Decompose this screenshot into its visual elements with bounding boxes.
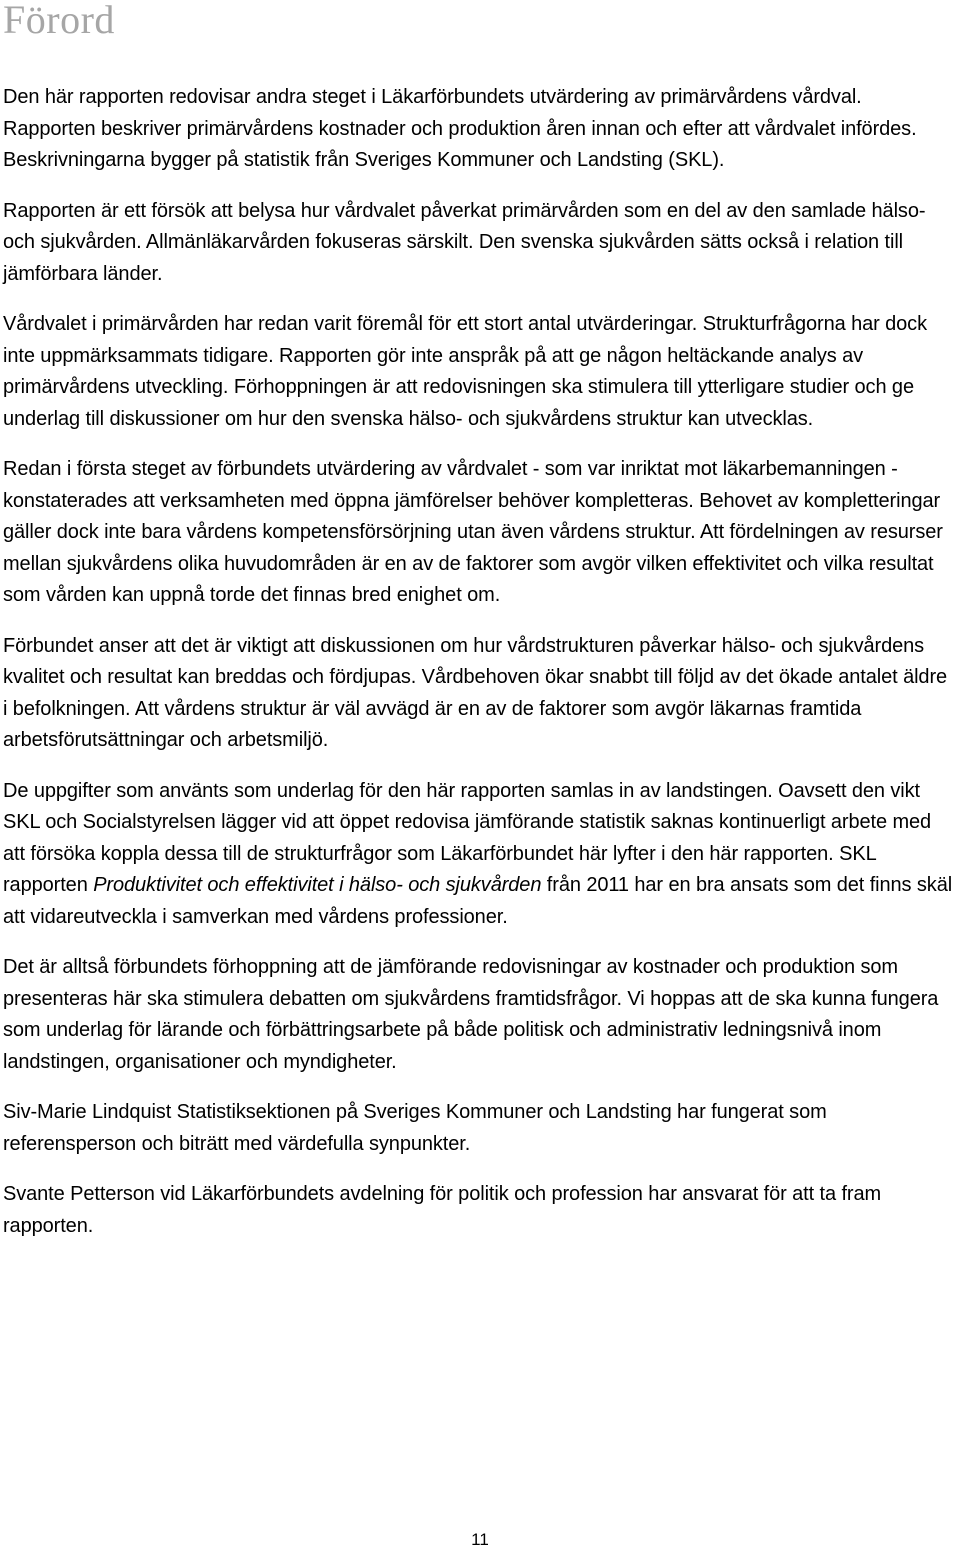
page-number: 11 bbox=[471, 1530, 489, 1549]
paragraph-6-text-after: från 2011 har en bra ansats som det finns skäl att vidareutveckla i samverkan med vårdens professioner. bbox=[3, 874, 953, 928]
paragraph-7: Det är alltså förbundets förhoppning att de jämförande redovisningar av kostnader och produktion som presenteras här ska stimulera debatten om sjukvårdens framtidsfrågor. Vi hoppas att de ska kunna fungera som underlag för lärande och förbättringsarbete på både politisk och administrativ ledningsnivå inom landstingen, organisationer och myndigheter. bbox=[3, 956, 939, 1073]
page-title: Förord bbox=[3, 0, 115, 42]
paragraph-5: Förbundet anser att det är viktigt att diskussionen om hur vårdstrukturen påverkar hälso- och sjukvårdens kvalitet och resultat kan breddas och fördjupas. Vårdbehoven ökar snabbt till följd av det ökade antalet äldre i befolkningen. Att vårdens struktur är väl avvägd är en av de faktorer som avgör läkarnas framtida arbetsförutsättningar och arbetsmiljö. bbox=[3, 634, 948, 751]
report-title-italic: Produktivitet och effektivitet i hälso- och sjukvården bbox=[93, 874, 542, 896]
body-text bbox=[3, 82, 954, 1242]
paragraph-6-text-before: De uppgifter som använts som underlag för den här rapporten samlas in av landstingen. Oavsett den vikt SKL och Socialstyrelsen lägger vid att öppet redovisa jämförande statistik saknas kontinuerligt arbete med att försöka koppla dessa till de strukturfrågor som Läkarförbundet här lyfter i den här rapporten. SKL rapporten bbox=[3, 779, 932, 896]
paragraph-9: Svante Petterson vid Läkarförbundets avdelning för politik och profession har ansvarat för att ta fram rapporten. bbox=[3, 1183, 882, 1237]
paragraph-1: Den här rapporten redovisar andra steget i Läkarförbundets utvärdering av primärvårdens vårdval. Rapporten beskriver primärvårdens kostnader och produktion åren innan och efter att vårdvalet infördes. Beskrivningarna bygger på statistik från Sveriges Kommuner och Landsting (SKL). bbox=[3, 86, 917, 171]
paragraph-4: Redan i första steget av förbundets utvärdering av vårdvalet - som var inriktat mot läkarbemanningen - konstaterades att verksamheten med öppna jämförelser behöver kompletteras. Behovet av kompletteringar gäller dock inte bara vårdens kompetensförsörjning utan även vårdens struktur. Att fördelningen av resurser mellan sjukvårdens olika huvudområden är en av de faktorer som avgör vilken effektivitet och vilka resultat som vården kan uppnå torde det finnas bred enighet om. bbox=[3, 458, 943, 606]
paragraph-3: Vårdvalet i primärvården har redan varit föremål för ett stort antal utvärderingar. Strukturfrågorna har dock inte uppmärksammats tidigare. Rapporten gör inte anspråk på att ge någon heltäckande analys av primärvårdens utveckling. Förhoppningen är att redovisningen ska stimulera till ytterligare studier och ge underlag till diskussioner om hur den svenska hälso- och sjukvårdens struktur kan utvecklas. bbox=[3, 313, 927, 430]
paragraph-2: Rapporten är ett försök att belysa hur vårdvalet påverkat primärvården som en del av den samlade hälso- och sjukvården. Allmänläkarvården fokuseras särskilt. Den svenska sjukvården sätts också i relation till jämförbara länder. bbox=[3, 199, 926, 285]
paragraph-8: Siv-Marie Lindquist Statistiksektionen på Sveriges Kommuner och Landsting har fungerat som referensperson och biträtt med värdefulla synpunkter. bbox=[3, 1101, 827, 1155]
paragraph-6 bbox=[3, 776, 954, 934]
